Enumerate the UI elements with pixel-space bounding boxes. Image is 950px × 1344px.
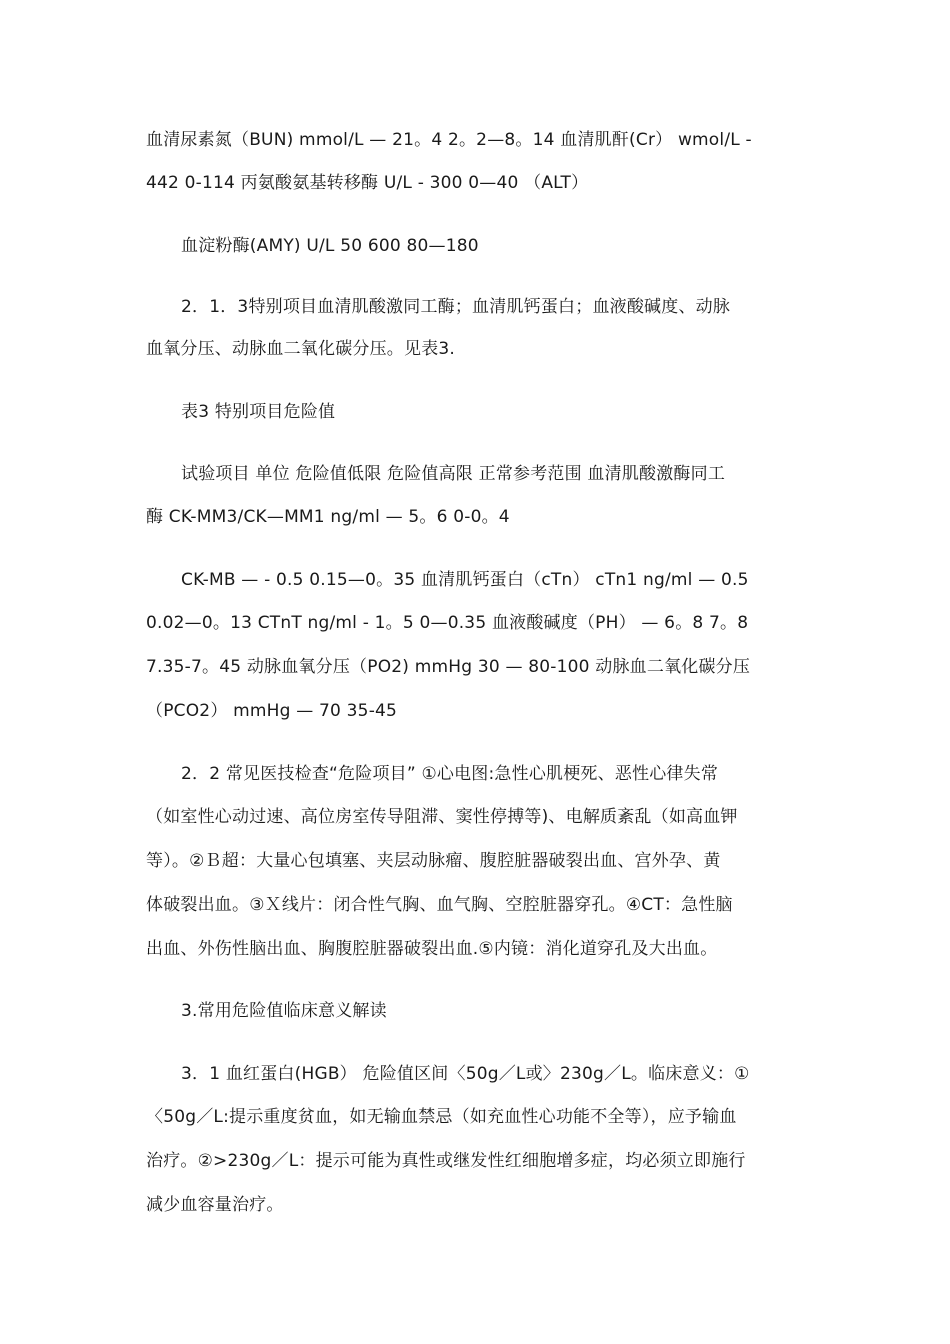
text-line-16: 体破裂出血。③Ｘ线片：闭合性气胸、血气胸、空腔脏器穿孔。④CT：急性脑: [146, 895, 733, 915]
text-line-11: 7.35-7。45 动脉血氧分压（PO2) mmHg 30 — 80-100 动脉血二氧化碳分压: [146, 657, 751, 677]
text-line-8: 酶 CK-MM3/CK—MM1 ng/ml — 5。6 0-0。4: [146, 507, 510, 527]
text-line-12: （PCO2） mmHg — 70 35-45: [146, 701, 398, 721]
text-line-14: （如室性心动过速、高位房室传导阻滞、窦性停搏等)、电解质紊乱（如高血钾: [146, 807, 738, 827]
text-line-2: 442 0-114 丙氨酸氨基转移酶 U/L - 300 0—40 （ALT）: [146, 173, 589, 193]
text-line-5: 血氧分压、动脉血二氧化碳分压。见表3.: [146, 339, 456, 359]
text-line-3: 血淀粉酶(AMY) U/L 50 600 80—180: [181, 236, 479, 256]
text-line-4: 2．1．3特别项目血清肌酸激同工酶；血清肌钙蛋白；血液酸碱度、动脉: [181, 297, 731, 317]
text-line-1: 血清尿素氮（BUN) mmol/L — 21。4 2。2—8。14 血清肌酐(Cr） wmol/L -: [146, 130, 752, 150]
text-line-19: 3．1 血红蛋白(HGB） 危险值区间〈50g／L或〉230g／L。临床意义：①: [181, 1064, 750, 1084]
text-line-13: 2．2 常见医技检查“危险项目” ①心电图:急性心肌梗死、恶性心律失常: [181, 764, 719, 784]
text-line-7: 试验项目 单位 危险值低限 危险值高限 正常参考范围 血清肌酸激酶同工: [181, 464, 726, 484]
text-line-9: CK-MB — - 0.5 0.15—0。35 血清肌钙蛋白（cTn） cTn1 ng/ml — 0.5: [181, 570, 749, 590]
section-heading: 3.常用危险值临床意义解读: [181, 1001, 387, 1021]
text-line-15: 等）。②Ｂ超：大量心包填塞、夹层动脉瘤、腹腔脏器破裂出血、宫外孕、黄: [146, 851, 721, 871]
table-caption: 表3 特别项目危险值: [181, 402, 336, 422]
text-line-20: 〈50g／L:提示重度贫血，如无输血禁忌（如充血性心功能不全等），应予输血: [146, 1107, 737, 1127]
text-line-21: 治疗。②>230g／L：提示可能为真性或继发性红细胞增多症，均必须立即施行: [146, 1151, 746, 1171]
text-line-22: 减少血容量治疗。: [146, 1195, 284, 1215]
text-line-17: 出血、外伤性脑出血、胸腹腔脏器破裂出血.⑤内镜：消化道穿孔及大出血。: [146, 939, 718, 959]
text-line-10: 0.02—0。13 CTnT ng/ml - 1。5 0—0.35 血液酸碱度（PH） — 6。8 7。8: [146, 613, 749, 633]
